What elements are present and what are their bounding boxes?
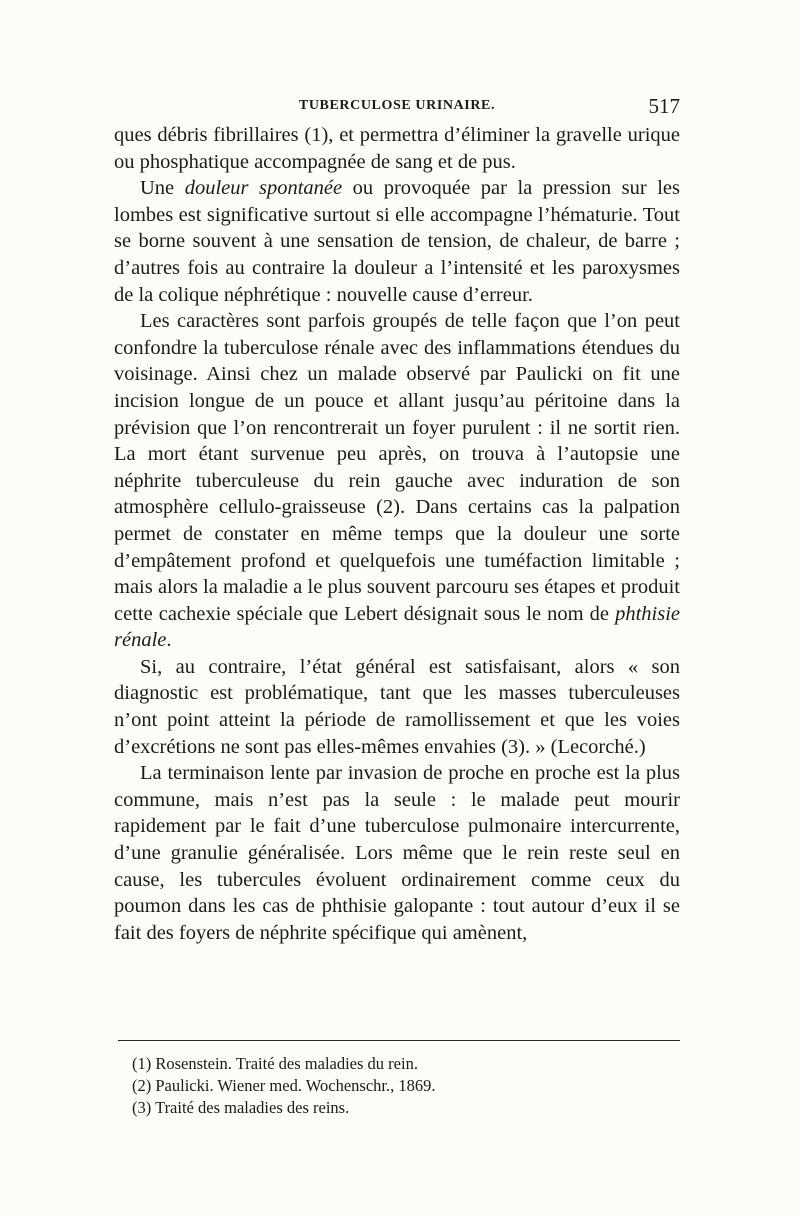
footnote: (1) Rosenstein. Traité des maladies du rein. — [132, 1054, 418, 1073]
text-run: . — [166, 629, 172, 652]
paragraph — [114, 122, 680, 175]
text-run: ques débris fibrillaires (1), et permettra d’éliminer la gravelle urique ou phosphatique accompagnée de sang et de pus. — [114, 124, 680, 173]
text-run: La terminaison lente par invasion de proche en proche est la plus commune, mais n’est pas la seule : le malade peut mourir rapidement par le fait d’une tuberculose pulmonaire intercurrente, d’une granulie généralisée. Lors même que le rein reste seul en cause, les tubercules évoluent ordinairement comme ceux du poumon dans les cas de phthisie galopante : tout autour d’eux il se fait des foyers de néphrite spécifique qui amènent, — [114, 762, 680, 944]
footnote: (3) Traité des maladies des reins. — [132, 1098, 350, 1117]
body-text — [114, 122, 680, 946]
footnote: (2) Paulicki. Wiener med. Wochenschr., 1869. — [132, 1076, 436, 1095]
paragraph — [114, 760, 680, 946]
footnotes — [132, 1053, 672, 1119]
text-run: ou provoquée par la pression sur les lombes est significative surtout si elle accompagne l’hématurie. Tout se borne souvent à une sensation de tension, de chaleur, de barre ; d’autres fois au contraire la douleur a l’intensité et les paroxysmes de la colique néphrétique : nouvelle cause d’erreur. — [114, 177, 680, 306]
page-number: 517 — [648, 94, 680, 118]
running-title: TUBERCULOSE URINAIRE. — [298, 98, 496, 113]
text-run: Les caractères sont parfois groupés de telle façon que l’on peut confondre la tuberculose rénale avec des inflammations étendues du voisinage. Ainsi chez un malade observé par Paulicki on fit une incision longue de un pouce et allant jusqu’au péritoine dans la prévision que l’on rencontrerait un foyer purulent : il ne sortit rien. La mort étant survenue peu après, on trouva à l’autopsie une néphrite tuberculeuse du rein gauche avec induration de son atmosphère cellulo-graisseuse (2). Dans certains cas la palpation permet de constater en même temps que la douleur une sorte d’empâtement profond et quelquefois une tuméfaction limitable ; mais alors la maladie a le plus souvent parcouru ses étapes et produit cette cachexie spéciale que Lebert désignait sous le nom de — [114, 310, 680, 625]
page-header — [114, 94, 680, 124]
paragraph — [114, 654, 680, 760]
paragraph — [114, 308, 680, 654]
text-run: Une — [140, 177, 185, 200]
italic-term: douleur spontanée — [184, 177, 343, 200]
text-run: Si, au contraire, l’état général est satisfaisant, alors « son diagnostic est problématique, tant que les masses tuberculeuses n’ont point atteint la période de ramollissement et que les voies d’excrétions ne sont pas elles-mêmes envahies (3). » (Lecorché.) — [114, 655, 680, 758]
italic-term: phthisie rénale — [114, 602, 680, 652]
footnote-rule — [118, 1040, 680, 1041]
paragraph — [114, 175, 680, 308]
